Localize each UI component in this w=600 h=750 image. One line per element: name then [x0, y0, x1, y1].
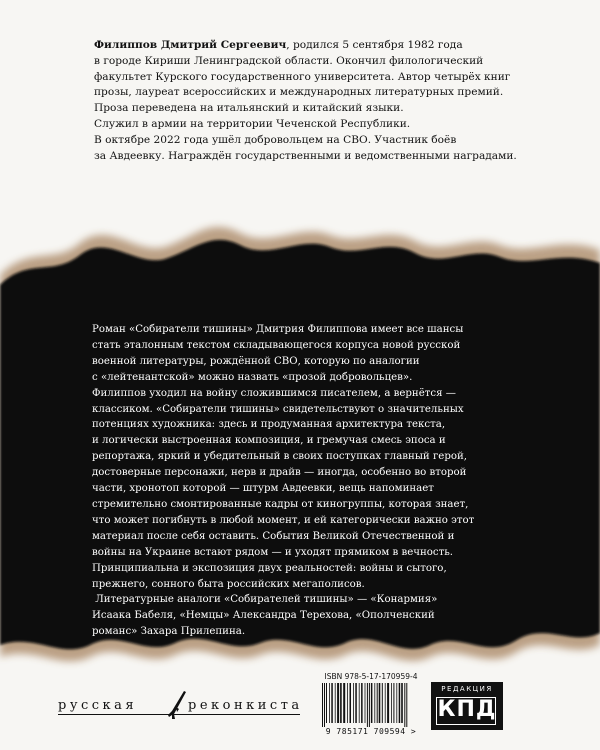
- bio-line: Служил в армии на территории Чеченской Республики.: [94, 117, 411, 130]
- review-line: Филиппов уходил на войну сложившимся писателем, а вернётся —: [92, 387, 456, 399]
- barcode-bar: [359, 683, 360, 723]
- review-line: и логически выстроенная композиция, и гремучая смесь эпоса и: [92, 435, 446, 447]
- barcode-bar: [374, 683, 375, 723]
- review-line: стремительно смонтированные кадры от киногруппы, которая знает,: [92, 498, 469, 510]
- review-line: военной литературы, рождённой СВО, которую по аналогии: [92, 355, 420, 367]
- barcode-bar: [406, 683, 407, 727]
- barcode-bar: [365, 683, 366, 723]
- review-line: что может погибнуть в любой момент, и ей категорически важно этот: [92, 514, 475, 526]
- barcode-bar: [324, 683, 325, 727]
- rifle-icon: [166, 690, 188, 720]
- series-logo: [58, 690, 308, 720]
- barcode-bar: [399, 683, 401, 723]
- barcode-bar: [369, 683, 370, 727]
- bio-line: , родился 5 сентября 1982 года: [286, 39, 463, 51]
- bio-line: факультет Курского государственного университета. Автор четырёх книг: [94, 70, 511, 83]
- barcode-bar: [353, 683, 354, 723]
- barcode-bar: [401, 683, 403, 723]
- isbn-text: ISBN 978-5-17-170959-4: [324, 672, 418, 681]
- barcode-bar: [329, 683, 330, 723]
- barcode-bar: [391, 683, 392, 723]
- barcode-bar: [404, 683, 405, 727]
- barcode-bar: [322, 683, 323, 727]
- review-line: Роман «Собиратели тишины» Дмитрия Филиппова имеет все шансы: [92, 324, 464, 335]
- barcode-bar: [382, 683, 383, 723]
- barcode-bar: [379, 683, 381, 723]
- series-word-reconquista: реконкиста: [188, 698, 303, 713]
- bio-line: В октябре 2022 года ушёл добровольцем на СВО. Участник боёв: [94, 133, 457, 146]
- author-name: Филиппов Дмитрий Сергеевич: [94, 39, 287, 51]
- review-line: потенциях художника: здесь и продуманная архитектура текста,: [92, 419, 446, 431]
- review-line: стать эталонным текстом складывающегося корпуса новой русской: [92, 339, 461, 351]
- barcode-bar: [367, 683, 368, 727]
- barcode: [318, 683, 424, 727]
- publisher-label: РЕДАКЦИЯ: [441, 685, 493, 693]
- barcode-bar: [361, 683, 363, 723]
- review-line: прежнего, сонного быта российских мегаполисов.: [92, 578, 365, 590]
- barcode-bar: [343, 683, 345, 723]
- review-line: войны на Украине встают рядом — и уходят прямиком в вечность.: [92, 546, 454, 558]
- barcode-bar: [355, 683, 357, 723]
- bio-line: за Авдеевку. Награждён государственными и ведомственными наградами.: [94, 149, 517, 162]
- barcode-bar: [326, 683, 327, 723]
- review-line: классиком. «Собиратели тишины» свидетельствуют о значительных: [92, 403, 464, 415]
- barcode-bar: [371, 683, 373, 723]
- review-line: Литературные аналоги «Собирателей тишины» — «Конармия»: [92, 594, 438, 606]
- isbn-block: [318, 672, 424, 736]
- barcode-bar: [393, 683, 394, 723]
- review-line: с «лейтенантской» можно назвать «прозой добровольцев».: [92, 371, 413, 383]
- barcode-bar: [340, 683, 342, 723]
- bio-line: прозы, лауреат всероссийских и международных литературных премий.: [94, 86, 504, 99]
- review-line: достоверные персонажи, нерв и драйв — иногда, особенно во второй: [92, 467, 467, 479]
- review-line: части, хронотоп которой — штурм Авдеевки, вещь напоминает: [92, 483, 434, 495]
- barcode-bar: [387, 683, 389, 723]
- barcode-bar: [350, 683, 352, 723]
- barcode-bar: [335, 683, 336, 723]
- bio-line: Проза переведена на итальянский и китайский языки.: [94, 102, 404, 115]
- barcode-bar: [337, 683, 339, 723]
- review-line: романс» Захара Прилепина.: [92, 626, 246, 638]
- barcode-bar: [396, 683, 397, 723]
- barcode-bar: [385, 683, 386, 723]
- publisher-logo: [431, 682, 503, 730]
- review-line: Исаака Бабеля, «Немцы» Александра Терехова, «Ополченский: [92, 610, 435, 622]
- barcode-bar: [347, 683, 348, 723]
- review-text: [92, 322, 532, 640]
- barcode-bar: [377, 683, 378, 723]
- barcode-number: 9 785171 709594 >: [325, 727, 417, 736]
- review-line: Принципиальна и экспозиция двух реальностей: войны и сытого,: [92, 562, 447, 574]
- author-bio: [94, 38, 544, 164]
- series-underline: [58, 714, 300, 715]
- bio-line: в городе Кириши Ленинградской области. Окончил филологический: [94, 54, 484, 67]
- barcode-bar: [331, 683, 333, 723]
- review-line: материал после себя оставить. События Великой Отечественной и: [92, 530, 455, 542]
- publisher-name: КПД: [437, 697, 497, 722]
- review-line: репортажа, яркий и убедительный в своих поступках главный герой,: [92, 451, 468, 463]
- series-word-russian: русская: [58, 698, 138, 713]
